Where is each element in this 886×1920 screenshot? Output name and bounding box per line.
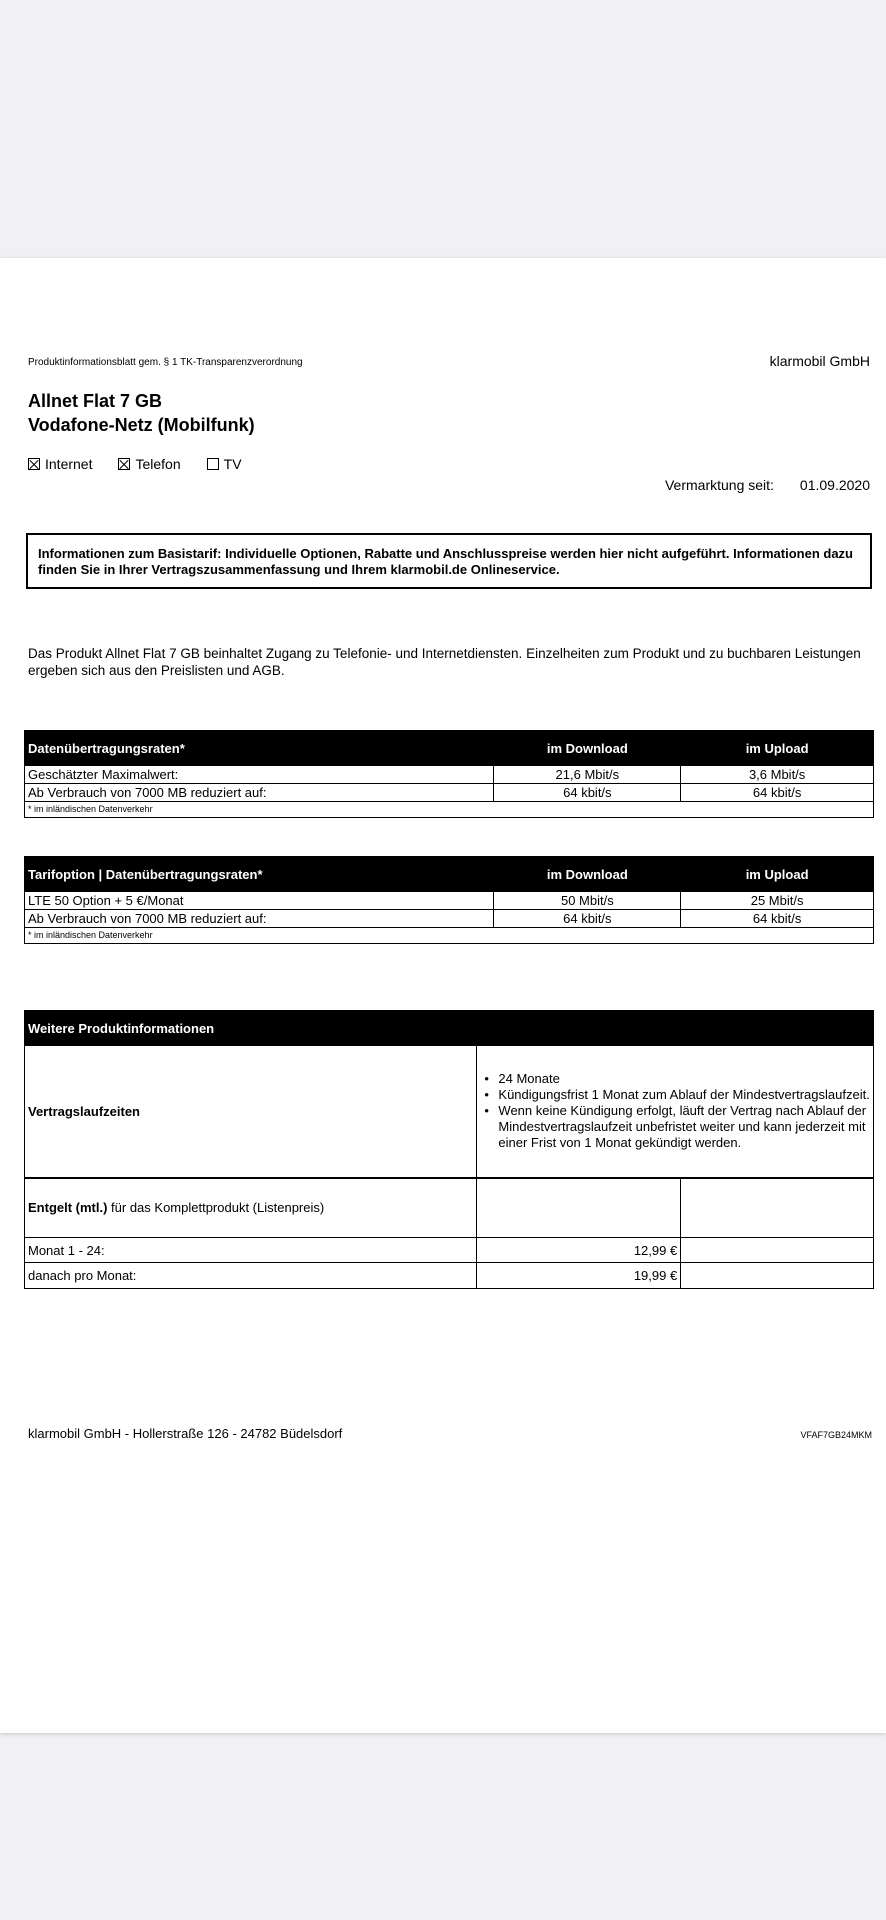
data-rates-table: [24, 730, 874, 818]
row-download: 64 kbit/s: [494, 910, 681, 928]
table-footnote: * im inländischen Datenverkehr: [25, 928, 874, 944]
service-label-telefon: Telefon: [135, 456, 181, 472]
table-note-row: [25, 802, 874, 818]
table-note-row: [25, 928, 874, 944]
price-value: 12,99 €: [477, 1238, 681, 1263]
table-footnote: * im inländischen Datenverkehr: [25, 802, 874, 818]
rates-header-upload: im Upload: [681, 731, 874, 766]
price-label: Monat 1 - 24:: [25, 1238, 477, 1263]
document-title: [28, 389, 255, 437]
table-row: [25, 1238, 874, 1263]
product-intro-text: Das Produkt Allnet Flat 7 GB beinhaltet Zugang zu Telefonie- und Internetdiensten. Einzelheiten zum Produkt und zu buchbaren Leistungen ergeben sich aus den Preislisten und AGB.: [28, 646, 861, 678]
document-page: [0, 258, 886, 1733]
table-header-row: [25, 857, 874, 892]
table-row: [25, 766, 874, 784]
service-checkboxes: [28, 456, 268, 472]
price-cell-empty: [681, 1238, 874, 1263]
table-row: [25, 1263, 874, 1289]
row-upload: 3,6 Mbit/s: [681, 766, 874, 784]
rates-header-download: im Download: [494, 731, 681, 766]
table-row: [25, 1046, 874, 1178]
row-label: Geschätzter Maximalwert:: [25, 766, 494, 784]
basic-tariff-notice: Informationen zum Basistarif: Individuelle Optionen, Rabatte und Anschlusspreise werden hier nicht aufgeführt. Informationen dazu finden Sie in Ihrer Vertragszusammenfassung und Ihrem klarmobil.de Onlineservice.: [26, 533, 872, 589]
rates-header-label: Datenübertragungsraten*: [25, 731, 494, 766]
row-label: Ab Verbrauch von 7000 MB reduziert auf:: [25, 784, 494, 802]
footer-address: klarmobil GmbH - Hollerstraße 126 - 24782 Büdelsdorf: [28, 1426, 343, 1441]
service-internet: [28, 456, 92, 472]
option-header-download: im Download: [494, 857, 681, 892]
fee-label-bold: Entgelt (mtl.): [28, 1200, 108, 1216]
fee-label: [25, 1178, 477, 1238]
footer-document-code: VFAF7GB24MKM: [800, 1430, 872, 1440]
checkbox-internet-icon: [28, 458, 40, 470]
term-list: [480, 1071, 870, 1151]
checkbox-tv-icon: [207, 458, 219, 470]
price-label: danach pro Monat:: [25, 1263, 477, 1289]
marketing-since: [665, 477, 870, 493]
price-value: 19,99 €: [477, 1263, 681, 1289]
row-upload: 64 kbit/s: [681, 910, 874, 928]
service-tv: [207, 456, 242, 472]
row-download: 64 kbit/s: [494, 784, 681, 802]
option-header-label: Tarifoption | Datenübertragungsraten*: [25, 857, 494, 892]
table-header-row: [25, 731, 874, 766]
document-header-note: Produktinformationsblatt gem. § 1 TK-Transparenzverordnung: [28, 357, 303, 368]
list-item: • Kündigungsfrist 1 Monat zum Ablauf der Mindestvertragslaufzeit.: [498, 1087, 870, 1103]
product-info-header: Weitere Produktinformationen: [25, 1011, 874, 1046]
marketing-date: 01.09.2020: [799, 477, 870, 493]
table-row: [25, 892, 874, 910]
term-details: [477, 1046, 874, 1178]
price-cell-empty: [681, 1263, 874, 1289]
option-header-upload: im Upload: [681, 857, 874, 892]
checkbox-telefon-icon: [118, 458, 130, 470]
title-line-2: Vodafone-Netz (Mobilfunk): [28, 415, 255, 435]
fee-cell-empty: [681, 1178, 874, 1238]
option-rates-table: [24, 856, 874, 944]
table-row: [25, 784, 874, 802]
table-header-row: [25, 1011, 874, 1046]
table-row: [25, 910, 874, 928]
fee-label-rest: für das Komplettprodukt (Listenpreis): [107, 1200, 325, 1216]
list-item: • 24 Monate: [498, 1071, 870, 1087]
company-name: klarmobil GmbH: [769, 353, 870, 369]
row-label: LTE 50 Option + 5 €/Monat: [25, 892, 494, 910]
table-row: [25, 1178, 874, 1238]
product-info-table: [24, 1010, 874, 1289]
title-line-1: Allnet Flat 7 GB: [28, 391, 163, 411]
term-label: Vertragslaufzeiten: [25, 1046, 477, 1178]
list-item: • Wenn keine Kündigung erfolgt, läuft der Vertrag nach Ablauf der Mindestvertragslaufzeit unbefristet weiter und kann jederzeit mit einer Frist von 1 Monat gekündigt werden.: [498, 1103, 870, 1151]
row-label: Ab Verbrauch von 7000 MB reduziert auf:: [25, 910, 494, 928]
service-label-tv: TV: [223, 456, 242, 472]
row-download: 50 Mbit/s: [494, 892, 681, 910]
row-upload: 25 Mbit/s: [681, 892, 874, 910]
fee-cell-empty: [477, 1178, 681, 1238]
row-upload: 64 kbit/s: [681, 784, 874, 802]
marketing-label: Vermarktung seit:: [664, 477, 774, 493]
service-label-internet: Internet: [45, 456, 93, 472]
service-telefon: [118, 456, 180, 472]
row-download: 21,6 Mbit/s: [494, 766, 681, 784]
